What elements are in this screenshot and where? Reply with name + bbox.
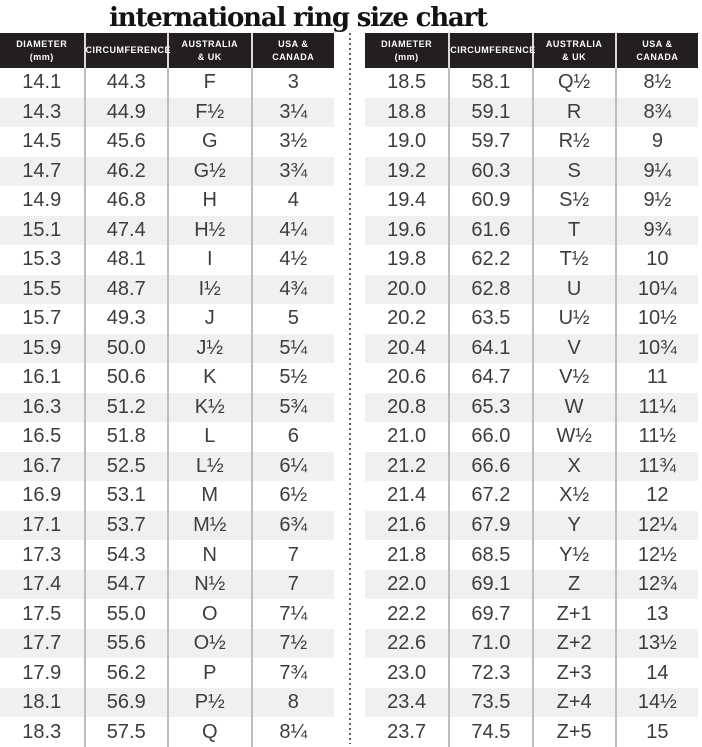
table-cell: 9 <box>615 127 698 157</box>
table-cell: 16.9 <box>0 481 84 511</box>
column-header: AUSTRALIA & UK <box>167 33 251 68</box>
table-cell: 50.6 <box>84 363 168 393</box>
table-row <box>365 599 698 629</box>
table-cell: 14.1 <box>0 68 84 98</box>
table-cell: 20.8 <box>365 393 448 423</box>
table-row <box>365 422 698 452</box>
table-cell: O <box>167 599 251 629</box>
table-cell: 10 <box>615 245 698 275</box>
table-cell: 5½ <box>251 363 335 393</box>
table-cell: K <box>167 363 251 393</box>
table-cell: 15 <box>615 717 698 747</box>
table-row <box>0 216 334 246</box>
table-cell: 16.5 <box>0 422 84 452</box>
table-row <box>365 216 698 246</box>
table-cell: H <box>167 186 251 216</box>
table-cell: 55.0 <box>84 599 168 629</box>
table-row <box>0 540 334 570</box>
table-cell: 17.9 <box>0 658 84 688</box>
table-cell: 65.3 <box>448 393 531 423</box>
table-cell: 21.2 <box>365 452 448 482</box>
header-row <box>365 33 698 68</box>
table-cell: 12¼ <box>615 511 698 541</box>
table-cell: 14.7 <box>0 157 84 187</box>
table-cell: 64.1 <box>448 334 531 364</box>
table-cell: 23.0 <box>365 658 448 688</box>
column-header: CIRCUMFERENCE <box>84 33 168 68</box>
table-cell: 21.6 <box>365 511 448 541</box>
table-cell: 19.0 <box>365 127 448 157</box>
table-row <box>0 511 334 541</box>
table-cell: 3½ <box>251 127 335 157</box>
table-cell: 10¾ <box>615 334 698 364</box>
table-cell: G <box>167 127 251 157</box>
table-cell: 7¼ <box>251 599 335 629</box>
table-cell: 15.3 <box>0 245 84 275</box>
table-cell: V <box>532 334 615 364</box>
table-cell: Z+4 <box>532 688 615 718</box>
table-row <box>365 393 698 423</box>
table-cell: 11¾ <box>615 452 698 482</box>
table-cell: 48.7 <box>84 275 168 305</box>
table-cell: 7 <box>251 570 335 600</box>
table-cell: 6¾ <box>251 511 335 541</box>
table-cell: 44.3 <box>84 68 168 98</box>
column-header: USA & CANADA <box>251 33 335 68</box>
table-row <box>365 570 698 600</box>
table-row <box>365 658 698 688</box>
table-cell: 74.5 <box>448 717 531 747</box>
table-cell: 16.1 <box>0 363 84 393</box>
table-cell: 55.6 <box>84 629 168 659</box>
table-row <box>365 127 698 157</box>
table-cell: 8¾ <box>615 98 698 128</box>
table-row <box>365 157 698 187</box>
table-row <box>365 481 698 511</box>
table-row <box>0 245 334 275</box>
table-row <box>0 393 334 423</box>
table-row <box>0 452 334 482</box>
table-cell: 13½ <box>615 629 698 659</box>
table-cell: W <box>532 393 615 423</box>
table-cell: 15.9 <box>0 334 84 364</box>
table-row <box>0 68 334 98</box>
table-cell: 22.2 <box>365 599 448 629</box>
table-cell: 3¼ <box>251 98 335 128</box>
table-row <box>0 363 334 393</box>
table-cell: 53.7 <box>84 511 168 541</box>
table-cell: G½ <box>167 157 251 187</box>
table-cell: F <box>167 68 251 98</box>
table-cell: 14½ <box>615 688 698 718</box>
table-cell: R <box>532 98 615 128</box>
table-cell: 57.5 <box>84 717 168 747</box>
table-cell: 45.6 <box>84 127 168 157</box>
table-cell: 11 <box>615 363 698 393</box>
table-row <box>365 68 698 98</box>
table-cell: 60.9 <box>448 186 531 216</box>
table-cell: J <box>167 304 251 334</box>
column-header: CIRCUMFERENCE <box>448 33 531 68</box>
table-cell: R½ <box>532 127 615 157</box>
table-cell: 18.5 <box>365 68 448 98</box>
table-cell: Z <box>532 570 615 600</box>
table-cell: 5¾ <box>251 393 335 423</box>
table-cell: 51.2 <box>84 393 168 423</box>
table-cell: 9¾ <box>615 216 698 246</box>
table-cell: 21.0 <box>365 422 448 452</box>
table-cell: 66.0 <box>448 422 531 452</box>
table-cell: 53.1 <box>84 481 168 511</box>
table-cell: P <box>167 658 251 688</box>
table-row <box>365 334 698 364</box>
table-cell: S½ <box>532 186 615 216</box>
table-cell: F½ <box>167 98 251 128</box>
table-cell: Q½ <box>532 68 615 98</box>
table-cell: 56.2 <box>84 658 168 688</box>
table-cell: 20.4 <box>365 334 448 364</box>
table-row <box>365 452 698 482</box>
table-cell: 5 <box>251 304 335 334</box>
table-cell: 11½ <box>615 422 698 452</box>
table-row <box>0 422 334 452</box>
table-cell: J½ <box>167 334 251 364</box>
table-cell: P½ <box>167 688 251 718</box>
table-cell: Q <box>167 717 251 747</box>
table-cell: 22.6 <box>365 629 448 659</box>
table-cell: 17.1 <box>0 511 84 541</box>
table-row <box>0 481 334 511</box>
table-cell: 8 <box>251 688 335 718</box>
table-cell: 18.3 <box>0 717 84 747</box>
table-row <box>365 511 698 541</box>
table-row <box>365 304 698 334</box>
table-cell: 18.1 <box>0 688 84 718</box>
table-cell: 14 <box>615 658 698 688</box>
table-cell: 5¼ <box>251 334 335 364</box>
header-row <box>0 33 334 68</box>
table-cell: Y <box>532 511 615 541</box>
table-cell: 63.5 <box>448 304 531 334</box>
table-cell: 23.4 <box>365 688 448 718</box>
table-cell: 64.7 <box>448 363 531 393</box>
table-cell: 66.6 <box>448 452 531 482</box>
table-cell: Z+3 <box>532 658 615 688</box>
table-cell: 3 <box>251 68 335 98</box>
table-cell: 16.3 <box>0 393 84 423</box>
table-cell: 44.9 <box>84 98 168 128</box>
table-cell: 14.5 <box>0 127 84 157</box>
table-cell: Z+5 <box>532 717 615 747</box>
table-cell: U <box>532 275 615 305</box>
table-cell: 17.5 <box>0 599 84 629</box>
table-cell: 21.8 <box>365 540 448 570</box>
table-cell: 8¼ <box>251 717 335 747</box>
table-cell: 47.4 <box>84 216 168 246</box>
table-row <box>0 157 334 187</box>
table-cell: N½ <box>167 570 251 600</box>
table-row <box>365 275 698 305</box>
table-cell: L <box>167 422 251 452</box>
table-cell: 4¾ <box>251 275 335 305</box>
table-row <box>365 629 698 659</box>
table-cell: 69.1 <box>448 570 531 600</box>
table-cell: 17.3 <box>0 540 84 570</box>
table-cell: 20.6 <box>365 363 448 393</box>
table-row <box>0 98 334 128</box>
table-cell: M½ <box>167 511 251 541</box>
table-cell: L½ <box>167 452 251 482</box>
table-cell: 67.2 <box>448 481 531 511</box>
table-row <box>365 245 698 275</box>
table-cell: 67.9 <box>448 511 531 541</box>
table-cell: 23.7 <box>365 717 448 747</box>
table-cell: 62.8 <box>448 275 531 305</box>
table-cell: 7½ <box>251 629 335 659</box>
table-cell: Z+2 <box>532 629 615 659</box>
table-cell: 19.2 <box>365 157 448 187</box>
table-cell: V½ <box>532 363 615 393</box>
table-row <box>0 717 334 747</box>
table-cell: I <box>167 245 251 275</box>
table-cell: 13 <box>615 599 698 629</box>
table-cell: 59.1 <box>448 98 531 128</box>
table-cell: 46.2 <box>84 157 168 187</box>
table-cell: 12¾ <box>615 570 698 600</box>
table-cell: 69.7 <box>448 599 531 629</box>
table-cell: H½ <box>167 216 251 246</box>
table-cell: 61.6 <box>448 216 531 246</box>
table-cell: 19.6 <box>365 216 448 246</box>
table-cell: 19.4 <box>365 186 448 216</box>
table-row <box>0 186 334 216</box>
column-header: USA & CANADA <box>615 33 698 68</box>
ring-size-table-left <box>0 33 334 747</box>
ring-size-table-right <box>365 33 698 747</box>
table-cell: 7¾ <box>251 658 335 688</box>
table-row <box>0 275 334 305</box>
table-cell: 3¾ <box>251 157 335 187</box>
table-cell: 19.8 <box>365 245 448 275</box>
column-header: DIAMETER (mm) <box>0 33 84 68</box>
table-cell: 15.1 <box>0 216 84 246</box>
table-cell: N <box>167 540 251 570</box>
table-cell: 8½ <box>615 68 698 98</box>
table-row <box>0 658 334 688</box>
table-cell: 56.9 <box>84 688 168 718</box>
table-cell: 9¼ <box>615 157 698 187</box>
table-cell: 49.3 <box>84 304 168 334</box>
table-cell: I½ <box>167 275 251 305</box>
table-cell: 58.1 <box>448 68 531 98</box>
column-header: AUSTRALIA & UK <box>532 33 615 68</box>
tables-container <box>0 33 702 747</box>
table-cell: 50.0 <box>84 334 168 364</box>
table-row <box>0 334 334 364</box>
table-cell: M <box>167 481 251 511</box>
table-cell: 15.5 <box>0 275 84 305</box>
table-cell: T½ <box>532 245 615 275</box>
table-row <box>365 98 698 128</box>
table-cell: Y½ <box>532 540 615 570</box>
table-cell: 14.3 <box>0 98 84 128</box>
table-cell: 59.7 <box>448 127 531 157</box>
table-cell: 10¼ <box>615 275 698 305</box>
dotted-divider-line <box>349 33 351 744</box>
table-cell: 60.3 <box>448 157 531 187</box>
table-cell: 10½ <box>615 304 698 334</box>
table-cell: O½ <box>167 629 251 659</box>
table-row <box>365 688 698 718</box>
table-row <box>0 688 334 718</box>
table-cell: 62.2 <box>448 245 531 275</box>
table-cell: 17.4 <box>0 570 84 600</box>
page-title: international ring size chart <box>109 3 487 33</box>
table-cell: 7 <box>251 540 335 570</box>
table-row <box>0 304 334 334</box>
table-cell: T <box>532 216 615 246</box>
table-cell: 20.0 <box>365 275 448 305</box>
table-cell: 68.5 <box>448 540 531 570</box>
table-cell: 11¼ <box>615 393 698 423</box>
table-row <box>365 186 698 216</box>
table-cell: 72.3 <box>448 658 531 688</box>
table-cell: 12 <box>615 481 698 511</box>
table-cell: 52.5 <box>84 452 168 482</box>
table-cell: 54.7 <box>84 570 168 600</box>
table-cell: K½ <box>167 393 251 423</box>
table-cell: 4¼ <box>251 216 335 246</box>
table-cell: 48.1 <box>84 245 168 275</box>
table-divider <box>334 33 365 747</box>
table-cell: 6½ <box>251 481 335 511</box>
table-cell: 51.8 <box>84 422 168 452</box>
table-cell: 6 <box>251 422 335 452</box>
table-cell: 17.7 <box>0 629 84 659</box>
table-row <box>0 599 334 629</box>
table-cell: 54.3 <box>84 540 168 570</box>
table-row <box>0 570 334 600</box>
table-row <box>365 717 698 747</box>
table-cell: 6¼ <box>251 452 335 482</box>
table-cell: S <box>532 157 615 187</box>
table-cell: U½ <box>532 304 615 334</box>
table-row <box>365 540 698 570</box>
table-cell: 14.9 <box>0 186 84 216</box>
table-cell: Z+1 <box>532 599 615 629</box>
table-cell: X <box>532 452 615 482</box>
table-cell: 4 <box>251 186 335 216</box>
column-header: DIAMETER (mm) <box>365 33 448 68</box>
table-row <box>0 127 334 157</box>
table-row <box>365 363 698 393</box>
table-cell: 15.7 <box>0 304 84 334</box>
ring-size-table-right-wrap <box>365 33 698 747</box>
table-cell: 18.8 <box>365 98 448 128</box>
table-cell: 46.8 <box>84 186 168 216</box>
table-cell: 20.2 <box>365 304 448 334</box>
table-cell: W½ <box>532 422 615 452</box>
ring-size-table-left-wrap <box>0 33 334 747</box>
table-cell: 21.4 <box>365 481 448 511</box>
table-cell: 22.0 <box>365 570 448 600</box>
table-cell: 71.0 <box>448 629 531 659</box>
table-cell: 73.5 <box>448 688 531 718</box>
table-row <box>0 629 334 659</box>
table-cell: 9½ <box>615 186 698 216</box>
table-cell: X½ <box>532 481 615 511</box>
table-cell: 12½ <box>615 540 698 570</box>
table-cell: 16.7 <box>0 452 84 482</box>
table-cell: 4½ <box>251 245 335 275</box>
